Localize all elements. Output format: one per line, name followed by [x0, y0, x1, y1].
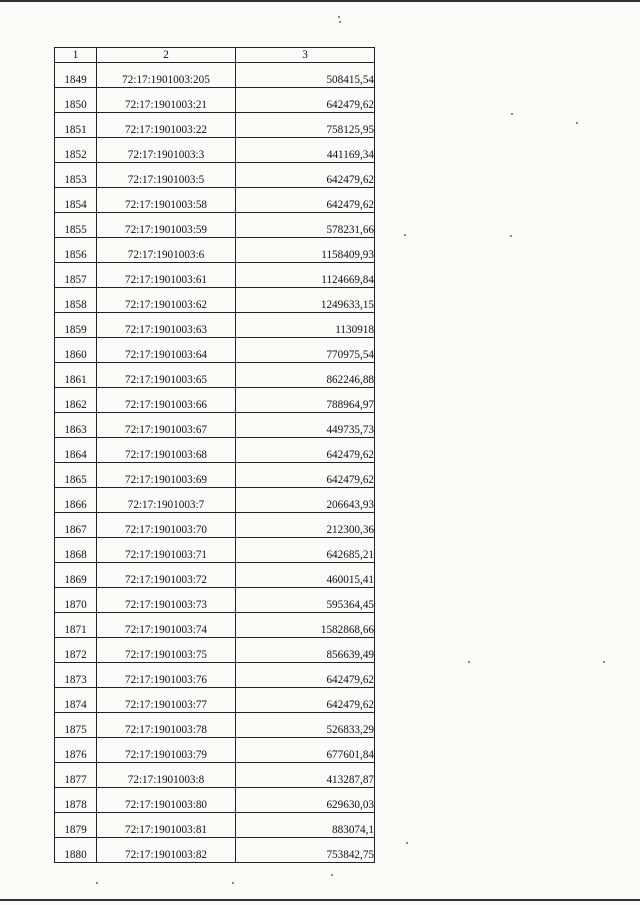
cadastral-number-cell: 72:17:1901003:205: [97, 63, 236, 88]
table-row: [55, 688, 375, 713]
cadastral-value-cell: 788964,97: [236, 388, 375, 413]
row-number-cell: 1862: [55, 388, 97, 413]
table-row: [55, 588, 375, 613]
cadastral-value-cell: 1249633,15: [236, 288, 375, 313]
header-col-2: 2: [97, 48, 236, 63]
cadastral-number-cell: 72:17:1901003:72: [97, 563, 236, 588]
table-row: [55, 313, 375, 338]
table-row: [55, 513, 375, 538]
row-number-cell: 1878: [55, 788, 97, 813]
row-number-cell: 1865: [55, 463, 97, 488]
cadastral-number-cell: 72:17:1901003:73: [97, 588, 236, 613]
cadastral-value-cell: 862246,88: [236, 363, 375, 388]
row-number-cell: 1877: [55, 763, 97, 788]
cadastral-number-cell: 72:17:1901003:69: [97, 463, 236, 488]
row-number-cell: 1851: [55, 113, 97, 138]
row-number-cell: 1872: [55, 638, 97, 663]
cadastral-value-cell: 642479,62: [236, 188, 375, 213]
cadastral-number-cell: 72:17:1901003:22: [97, 113, 236, 138]
table-row: [55, 238, 375, 263]
table-row: [55, 538, 375, 563]
cadastral-value-cell: 413287,87: [236, 763, 375, 788]
cadastral-number-cell: 72:17:1901003:58: [97, 188, 236, 213]
cadastral-value-cell: 441169,34: [236, 138, 375, 163]
table-row: [55, 438, 375, 463]
table-row: [55, 213, 375, 238]
cadastral-number-cell: 72:17:1901003:7: [97, 488, 236, 513]
cadastral-value-cell: 629630,03: [236, 788, 375, 813]
row-number-cell: 1849: [55, 63, 97, 88]
cadastral-number-cell: 72:17:1901003:61: [97, 263, 236, 288]
row-number-cell: 1873: [55, 663, 97, 688]
table-row: [55, 763, 375, 788]
cadastral-value-cell: 642479,62: [236, 688, 375, 713]
cadastral-number-cell: 72:17:1901003:74: [97, 613, 236, 638]
scan-speck: [603, 661, 605, 663]
row-number-cell: 1879: [55, 813, 97, 838]
cadastral-number-cell: 72:17:1901003:71: [97, 538, 236, 563]
header-col-1: 1: [55, 48, 97, 63]
row-number-cell: 1874: [55, 688, 97, 713]
row-number-cell: 1859: [55, 313, 97, 338]
cadastral-value-cell: 856639,49: [236, 638, 375, 663]
table-row: [55, 188, 375, 213]
table-body: [55, 63, 375, 863]
table-row: [55, 113, 375, 138]
cadastral-value-cell: 526833,29: [236, 713, 375, 738]
cadastral-number-cell: 72:17:1901003:79: [97, 738, 236, 763]
row-number-cell: 1852: [55, 138, 97, 163]
cadastral-value-cell: 642479,62: [236, 463, 375, 488]
table-row: [55, 488, 375, 513]
cadastral-value-cell: 1130918: [236, 313, 375, 338]
table-row: [55, 838, 375, 863]
table-row: [55, 263, 375, 288]
table-row: [55, 563, 375, 588]
cadastral-number-cell: 72:17:1901003:6: [97, 238, 236, 263]
scan-speck: [511, 113, 513, 115]
cadastral-value-cell: 642479,62: [236, 438, 375, 463]
row-number-cell: 1858: [55, 288, 97, 313]
row-number-cell: 1867: [55, 513, 97, 538]
table-row: [55, 738, 375, 763]
row-number-cell: 1875: [55, 713, 97, 738]
scan-speck: [338, 16, 340, 18]
scan-speck: [404, 234, 406, 236]
row-number-cell: 1860: [55, 338, 97, 363]
row-number-cell: 1856: [55, 238, 97, 263]
cadastral-value-cell: 753842,75: [236, 838, 375, 863]
cadastral-value-cell: 578231,66: [236, 213, 375, 238]
cadastral-number-cell: 72:17:1901003:21: [97, 88, 236, 113]
cadastral-value-cell: 642685,21: [236, 538, 375, 563]
cadastral-value-cell: 677601,84: [236, 738, 375, 763]
cadastral-number-cell: 72:17:1901003:82: [97, 838, 236, 863]
cadastral-value-cell: 460015,41: [236, 563, 375, 588]
table-row: [55, 638, 375, 663]
cadastral-value-cell: 1158409,93: [236, 238, 375, 263]
table-row: [55, 88, 375, 113]
table-row: [55, 138, 375, 163]
cadastral-value-cell: 758125,95: [236, 113, 375, 138]
table-row: [55, 388, 375, 413]
cadastral-value-cell: 642479,62: [236, 663, 375, 688]
table-row: [55, 788, 375, 813]
table-header: [55, 48, 375, 63]
cadastral-value-cell: 883074,1: [236, 813, 375, 838]
cadastral-number-cell: 72:17:1901003:76: [97, 663, 236, 688]
table-row: [55, 663, 375, 688]
table-row: [55, 713, 375, 738]
table-row: [55, 288, 375, 313]
cadastral-value-cell: 642479,62: [236, 88, 375, 113]
cadastral-number-cell: 72:17:1901003:78: [97, 713, 236, 738]
cadastral-number-cell: 72:17:1901003:64: [97, 338, 236, 363]
scan-bottom-edge: [0, 899, 640, 901]
cadastral-number-cell: 72:17:1901003:8: [97, 763, 236, 788]
header-col-3: 3: [236, 48, 375, 63]
row-number-cell: 1861: [55, 363, 97, 388]
scan-speck: [576, 122, 578, 124]
cadastral-number-cell: 72:17:1901003:68: [97, 438, 236, 463]
cadastral-number-cell: 72:17:1901003:80: [97, 788, 236, 813]
cadastral-number-cell: 72:17:1901003:70: [97, 513, 236, 538]
row-number-cell: 1855: [55, 213, 97, 238]
cadastral-value-cell: 595364,45: [236, 588, 375, 613]
cadastral-number-cell: 72:17:1901003:5: [97, 163, 236, 188]
cadastral-value-cell: 206643,93: [236, 488, 375, 513]
cadastral-number-cell: 72:17:1901003:81: [97, 813, 236, 838]
cadastral-value-cell: 212300,36: [236, 513, 375, 538]
row-number-cell: 1876: [55, 738, 97, 763]
row-number-cell: 1864: [55, 438, 97, 463]
table-row: [55, 363, 375, 388]
row-number-cell: 1869: [55, 563, 97, 588]
row-number-cell: 1866: [55, 488, 97, 513]
scan-speck: [232, 882, 234, 884]
row-number-cell: 1870: [55, 588, 97, 613]
scan-speck: [406, 842, 408, 844]
cadastral-value-cell: 449735,73: [236, 413, 375, 438]
cadastral-value-cell: 642479,62: [236, 163, 375, 188]
cadastral-number-cell: 72:17:1901003:77: [97, 688, 236, 713]
cadastral-value-cell: 770975,54: [236, 338, 375, 363]
row-number-cell: 1853: [55, 163, 97, 188]
row-number-cell: 1850: [55, 88, 97, 113]
table-row: [55, 813, 375, 838]
cadastral-number-cell: 72:17:1901003:66: [97, 388, 236, 413]
cadastral-value-table: [54, 47, 375, 863]
cadastral-number-cell: 72:17:1901003:62: [97, 288, 236, 313]
cadastral-number-cell: 72:17:1901003:63: [97, 313, 236, 338]
table-row: [55, 163, 375, 188]
scan-speck: [468, 661, 470, 663]
table-row: [55, 63, 375, 88]
cadastral-number-cell: 72:17:1901003:65: [97, 363, 236, 388]
row-number-cell: 1854: [55, 188, 97, 213]
table-row: [55, 613, 375, 638]
table-row: [55, 413, 375, 438]
row-number-cell: 1880: [55, 838, 97, 863]
cadastral-value-cell: 1124669,84: [236, 263, 375, 288]
header-row: [55, 48, 375, 63]
row-number-cell: 1863: [55, 413, 97, 438]
row-number-cell: 1857: [55, 263, 97, 288]
scan-speck: [96, 882, 98, 884]
cadastral-number-cell: 72:17:1901003:3: [97, 138, 236, 163]
scan-top-edge: [0, 0, 640, 2]
cadastral-number-cell: 72:17:1901003:75: [97, 638, 236, 663]
cadastral-number-cell: 72:17:1901003:59: [97, 213, 236, 238]
table-row: [55, 338, 375, 363]
row-number-cell: 1871: [55, 613, 97, 638]
scan-speck: [331, 874, 333, 876]
cadastral-number-cell: 72:17:1901003:67: [97, 413, 236, 438]
cadastral-value-cell: 508415,54: [236, 63, 375, 88]
table-row: [55, 463, 375, 488]
cadastral-value-cell: 1582868,66: [236, 613, 375, 638]
scan-speck: [510, 235, 512, 237]
row-number-cell: 1868: [55, 538, 97, 563]
scan-speck: [339, 21, 341, 23]
